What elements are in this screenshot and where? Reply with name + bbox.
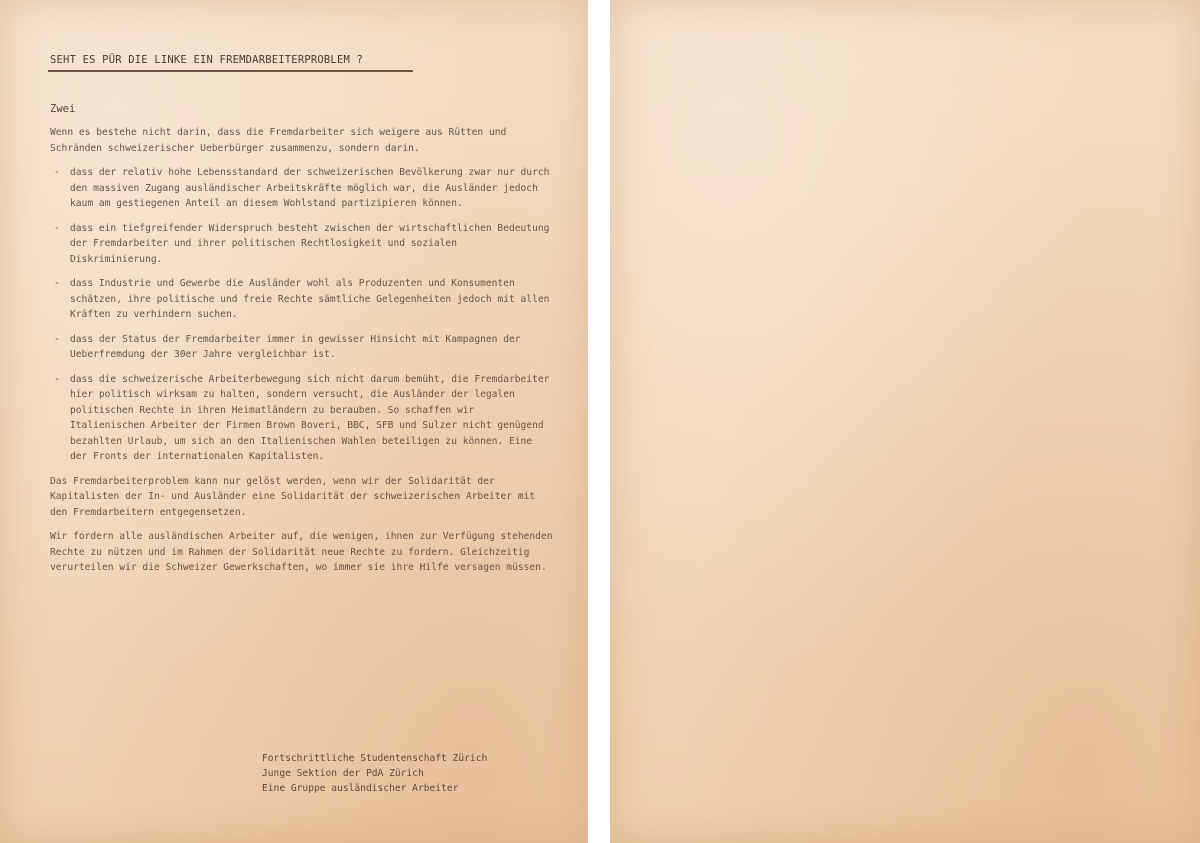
left-leaflet-title: SEHT ES PÜR DIE LINKE EIN FREMDARBEITERPROBLEM ? bbox=[50, 54, 364, 66]
left-leaflet-body bbox=[50, 125, 555, 585]
left-signature-block bbox=[262, 751, 552, 796]
left-bullet-item: - dass der Status der Fremdarbeiter immer in gewisser Hinsicht mit Kampagnen der Ueberfremdung der 30er Jahre vergleichbar ist. bbox=[50, 332, 555, 363]
left-bullet-item: - dass die schweizerische Arbeiterbewegung sich nicht darum bemüht, die Fremdarbeiter hier politisch wirksam zu halten, sondern versucht, die Ausländer der legalen politischen Rechte in ihren Heimatländern zu berauben. So schaffen wir Italienischen Arbeiter der Firmen Brown Boveri, BBC, SFB und Sulzer nicht genügend bezahlten Urlaub, um sich an den Italienischen Wahlen beteiligen zu können. Eine der Fronts der internationalen Kapitalisten. bbox=[50, 372, 555, 465]
left-bullet-item: - dass ein tiefgreifender Widerspruch besteht zwischen der wirtschaftlichen Bedeutung der Fremdarbeiter und ihrer politischen Rechtlosigkeit und sozialen Diskriminierung. bbox=[50, 221, 555, 268]
left-bullet-item: - dass der relativ hohe Lebensstandard der schweizerischen Bevölkerung zwar nur durch den massiven Zugang ausländischer Arbeitskräfte möglich war, die Ausländer jedoch kaum am gestiegenen Anteil an diesem Wohlstand partizipieren können. bbox=[50, 165, 555, 212]
left-salutation: Zwei bbox=[50, 103, 76, 115]
left-intro-paragraph: Wenn es bestehe nicht darin, dass die Fremdarbeiter sich weigere aus Rütten und Schränden schweizerischer Ueberbürger zusammenzu, sondern darin. bbox=[50, 127, 507, 154]
left-title-underline bbox=[48, 70, 413, 72]
left-leaflet-page bbox=[0, 0, 588, 843]
page-gap bbox=[588, 0, 610, 843]
left-bullet-list bbox=[50, 165, 555, 465]
left-signature-line: Fortschrittliche Studentenschaft Zürich bbox=[262, 753, 488, 764]
left-bullet-item: - dass Industrie und Gewerbe die Ausländer wohl als Produzenten und Konsumenten schätzen, ihre politische und freie Rechte sämtliche Gelegenheiten jedoch mit allen Kräften zu verhindern suchen. bbox=[50, 276, 555, 323]
left-paragraph: Wir fordern alle ausländischen Arbeiter auf, die wenigen, ihnen zur Verfügung stehenden Rechte zu nützen und im Rahmen der Solidarität neue Rechte zu fordern. Gleichzeitig verurteilen wir die Schweizer Gewerkschaften, wo immer sie ihre Hilfe versagen müssen. bbox=[50, 531, 553, 573]
right-leaflet-page bbox=[610, 0, 1200, 843]
left-signature-line: Eine Gruppe ausländischer Arbeiter bbox=[262, 783, 459, 794]
left-signature-line: Junge Sektion der PdA Zürich bbox=[262, 768, 424, 779]
left-paragraph: Das Fremdarbeiterproblem kann nur gelöst werden, wenn wir der Solidarität der Kapitalisten der In- und Ausländer eine Solidarität der schweizerischen Arbeiter mit den Fremdarbeitern entgegensetzen. bbox=[50, 475, 536, 518]
